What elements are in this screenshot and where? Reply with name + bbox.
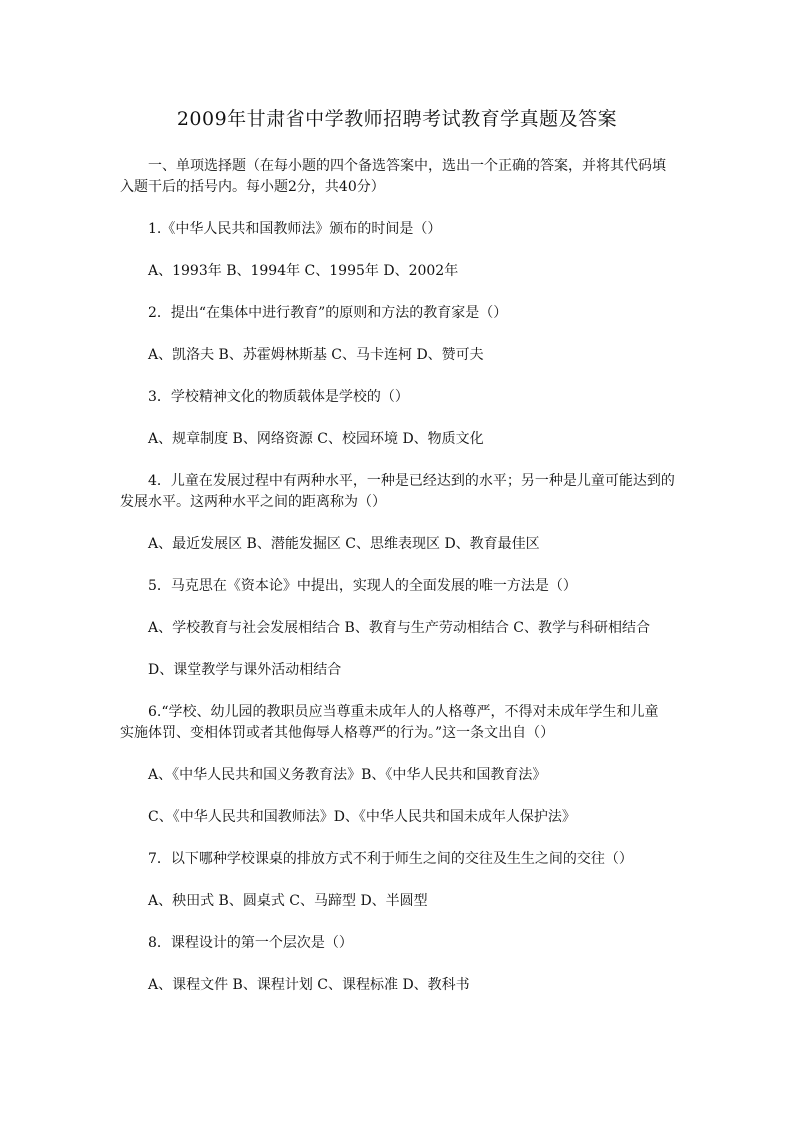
question-3-stem: 3．学校精神文化的物质载体是学校的（）: [148, 389, 409, 405]
question-1-stem: 1.《中华人民共和国教师法》颁布的时间是（）: [148, 221, 442, 237]
question-2-options: A、凯洛夫 B、苏霍姆林斯基 C、马卡连柯 D、赞可夫: [148, 347, 484, 363]
page-title: 2009年甘肃省中学教师招聘考试教育学真题及答案: [176, 108, 618, 130]
question-4-stem-line-1: 4．儿童在发展过程中有两种水平，一种是已经达到的水平；另一种是儿童可能达到的: [148, 473, 675, 489]
section-heading-line-1: 一、单项选择题（在每小题的四个备选答案中，选出一个正确的答案，并将其代码填: [148, 158, 666, 174]
document-body: [120, 156, 680, 996]
question-7-options: A、秧田式 B、圆桌式 C、马蹄型 D、半圆型: [148, 893, 428, 909]
question-4-options: A、最近发展区 B、潜能发掘区 C、思维表现区 D、教育最佳区: [148, 536, 540, 552]
question-5-stem: 5．马克思在《资本论》中提出，实现人的全面发展的唯一方法是（）: [148, 578, 577, 594]
section-heading-line-2: 入题干后的括号内。每小题2分，共40分）: [120, 179, 385, 195]
question-6-options-line-2: C、《中华人民共和国教师法》D、《中华人民共和国未成年人保护法》: [148, 809, 576, 825]
question-4-stem-line-2: 发展水平。这两种水平之间的距离称为（）: [120, 494, 386, 510]
question-5-options-line-2: D、课堂教学与课外活动相结合: [148, 662, 342, 678]
question-1-options: A、1993年 B、1994年 C、1995年 D、2002年: [148, 263, 459, 279]
question-3-options: A、规章制度 B、网络资源 C、校园环境 D、物质文化: [148, 431, 484, 447]
section-heading: [120, 156, 680, 198]
question-6-stem-line-2: 实施体罚、变相体罚或者其他侮辱人格尊严的行为。”这一条文出自（）: [120, 725, 555, 741]
question-6-stem-line-1: 6.“学校、幼儿园的教职员应当尊重未成年人的人格尊严，不得对未成年学生和儿童: [148, 704, 659, 720]
question-2-stem: 2．提出“在集体中进行教育”的原则和方法的教育家是（）: [148, 305, 508, 321]
question-5-options-line-1: A、学校教育与社会发展相结合 B、教育与生产劳动相结合 C、教学与科研相结合: [148, 620, 651, 636]
question-8-options: A、课程文件 B、课程计划 C、课程标准 D、教科书: [148, 977, 470, 993]
question-8-stem: 8．课程设计的第一个层次是（）: [148, 935, 353, 951]
question-6-options-line-1: A、《中华人民共和国义务教育法》B、《中华人民共和国教育法》: [148, 767, 547, 783]
question-7-stem: 7．以下哪种学校课桌的排放方式不利于师生之间的交往及生生之间的交往（）: [148, 851, 633, 867]
